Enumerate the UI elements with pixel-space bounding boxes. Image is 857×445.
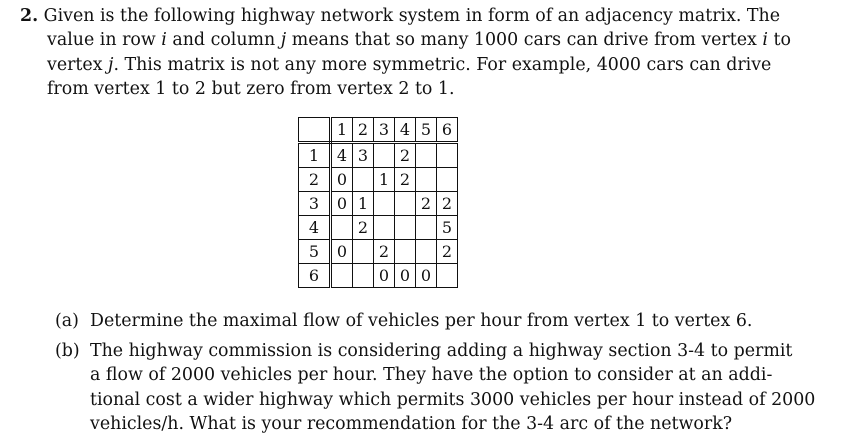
matrix-cell <box>416 143 437 168</box>
matrix-cell: 1 <box>353 192 374 216</box>
problem-line-3: vertex j. This matrix is not any more symmetric. For example, 4000 cars can drive <box>47 54 772 75</box>
matrix-cell <box>416 216 437 240</box>
matrix-cell <box>374 192 395 216</box>
matrix-cell: 2 <box>437 240 458 264</box>
matrix-cell <box>374 143 395 168</box>
matrix-col-header: 3 <box>374 118 395 143</box>
matrix-row-4 <box>299 216 458 240</box>
part-a <box>55 309 845 333</box>
matrix-row-2 <box>299 168 458 192</box>
problem-line-1: 2. Given is the following highway network system in form of an adjacency matrix. The <box>20 6 781 26</box>
matrix-cell <box>395 192 416 216</box>
matrix-cell: 5 <box>437 216 458 240</box>
part-a-label: (a) <box>55 311 79 331</box>
problem-statement <box>20 4 850 102</box>
problem-line-4: from vertex 1 to 2 but zero from vertex 2 to 1. <box>47 79 455 100</box>
matrix-col-header: 2 <box>353 118 374 143</box>
matrix-cell: 2 <box>353 216 374 240</box>
matrix-cell: 0 <box>331 192 353 216</box>
matrix-header-row <box>299 118 458 143</box>
part-b-line: The highway commission is considering adding a highway section 3-4 to permit <box>90 341 793 361</box>
matrix-col-header: 5 <box>416 118 437 143</box>
matrix-row-header: 2 <box>299 168 331 192</box>
matrix-col-header: 1 <box>331 118 353 143</box>
matrix-cell: 2 <box>437 192 458 216</box>
matrix-row-header: 3 <box>299 192 331 216</box>
matrix-cell <box>437 143 458 168</box>
matrix-cell: 3 <box>353 143 374 168</box>
matrix-cell <box>416 168 437 192</box>
matrix-col-header: 6 <box>437 118 458 143</box>
problem-number: 2. <box>20 6 39 26</box>
matrix-cell: 0 <box>331 240 353 264</box>
matrix-row-header: 4 <box>299 216 331 240</box>
matrix-cell <box>353 168 374 192</box>
matrix-cell <box>331 216 353 240</box>
matrix-cell: 0 <box>331 168 353 192</box>
matrix-row-header: 6 <box>299 264 331 288</box>
matrix-cell: 2 <box>395 168 416 192</box>
matrix-cell <box>353 240 374 264</box>
matrix-row-6 <box>299 264 458 288</box>
matrix-corner-cell <box>299 118 331 143</box>
matrix-cell <box>353 264 374 288</box>
matrix-row-1 <box>299 143 458 168</box>
adjacency-table <box>298 117 458 288</box>
matrix-cell: 2 <box>374 240 395 264</box>
matrix-cell <box>395 216 416 240</box>
matrix-col-header: 4 <box>395 118 416 143</box>
matrix-cell <box>374 216 395 240</box>
problem-line-2: value in row i and column j means that so many 1000 cars can drive from vertex i to <box>47 30 791 51</box>
matrix-cell: 0 <box>374 264 395 288</box>
matrix-cell: 1 <box>374 168 395 192</box>
matrix-cell <box>437 264 458 288</box>
matrix-cell <box>331 264 353 288</box>
matrix-cell <box>437 168 458 192</box>
matrix-cell <box>395 240 416 264</box>
part-b-line: a flow of 2000 vehicles per hour. They have the option to consider at an addi- <box>90 365 773 386</box>
part-a-line: Determine the maximal flow of vehicles per hour from vertex 1 to vertex 6. <box>90 311 753 331</box>
adjacency-matrix <box>298 117 458 288</box>
matrix-row-header: 5 <box>299 240 331 264</box>
matrix-cell: 4 <box>331 143 353 168</box>
matrix-cell: 0 <box>395 264 416 288</box>
matrix-row-5 <box>299 240 458 264</box>
matrix-row-3 <box>299 192 458 216</box>
matrix-cell: 2 <box>416 192 437 216</box>
part-b-line: tional cost a wider highway which permits 3000 vehicles per hour instead of 2000 <box>90 389 816 410</box>
part-b <box>55 339 845 437</box>
part-b-line: vehicles/h. What is your recommendation for the 3-4 arc of the network? <box>90 414 733 435</box>
matrix-cell: 0 <box>416 264 437 288</box>
matrix-row-header: 1 <box>299 143 331 168</box>
part-b-label: (b) <box>55 341 80 361</box>
matrix-cell: 2 <box>395 143 416 168</box>
matrix-cell <box>416 240 437 264</box>
